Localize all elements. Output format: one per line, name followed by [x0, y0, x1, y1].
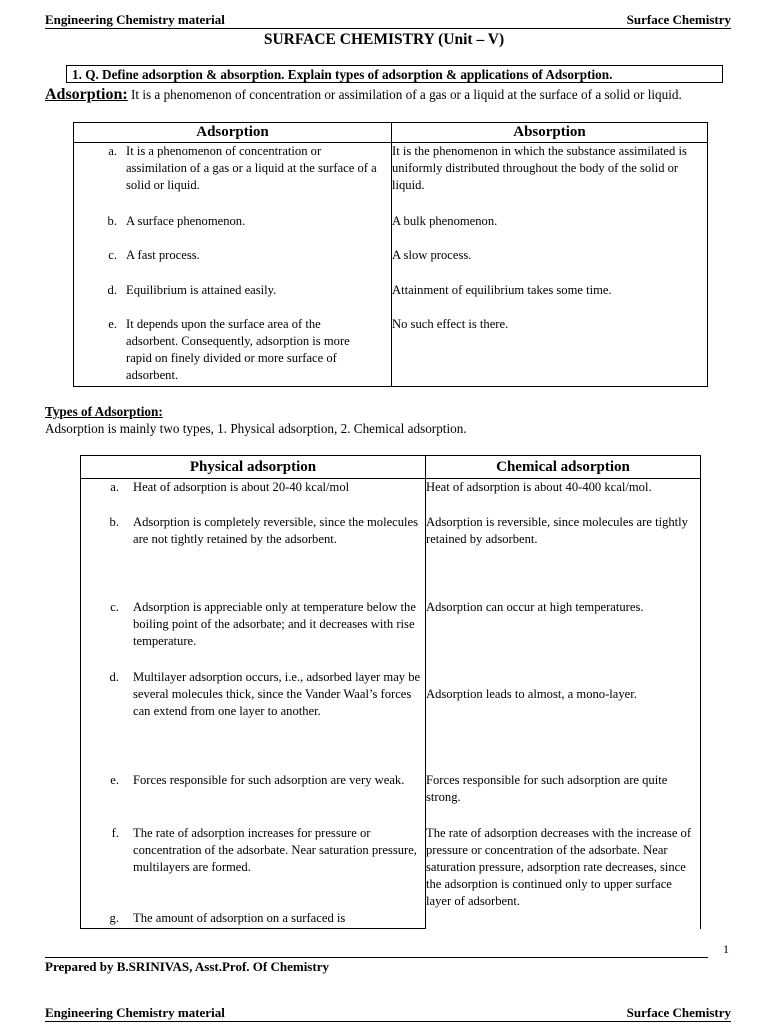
table-row — [74, 143, 708, 213]
header2-left: Engineering Chemistry material — [45, 1005, 225, 1020]
header-left: Engineering Chemistry material — [45, 12, 225, 27]
header-right: Surface Chemistry — [626, 12, 731, 27]
types-text: Adsorption is mainly two types, 1. Physical adsorption, 2. Chemical adsorption. — [45, 421, 467, 436]
header2-right: Surface Chemistry — [626, 1005, 731, 1020]
table2-header-chemical: Chemical adsorption — [426, 456, 701, 479]
cell-text: A fast process. — [126, 247, 200, 262]
table-row — [81, 669, 701, 772]
adsorption-absorption-table — [73, 122, 708, 387]
row-letter: a. — [108, 144, 117, 158]
cell-text: Equilibrium is attained easily. — [126, 282, 277, 297]
header2-rule — [45, 1021, 731, 1022]
row-letter: d. — [107, 282, 117, 297]
cell-text: The rate of adsorption increases for pressure or concentration of the adsorbate. Near saturation pressure, multilayers are formed. — [133, 825, 417, 874]
table-row — [81, 772, 701, 825]
cell-text: Adsorption is completely reversible, since the molecules are not tightly retained by the adsorbent. — [133, 514, 419, 546]
row-letter: a. — [110, 480, 119, 494]
cell-text: The amount of adsorption on a surfaced is — [133, 910, 346, 925]
table-row — [74, 247, 708, 282]
table1-header-absorption: Absorption — [392, 123, 708, 143]
table-row — [74, 282, 708, 316]
row-letter: e. — [108, 316, 117, 331]
table-row — [81, 479, 701, 514]
footer-credit: Prepared by B.SRINIVAS, Asst.Prof. Of Chemistry — [45, 959, 329, 974]
cell-text: It depends upon the surface area of the adsorbent. Consequently, adsorption is more rapid on finely divided or more surface of adsorbent. — [126, 316, 350, 382]
cell-text: It is a phenomenon of concentration or assimilation of a gas or a liquid at the surface of a solid or liquid. — [126, 144, 377, 192]
cell-text: Adsorption leads to almost, a mono-layer. — [426, 669, 701, 772]
cell-text: Forces responsible for such adsorption are very weak. — [133, 772, 405, 787]
row-letter: g. — [109, 910, 119, 925]
cell-text: No such effect is there. — [392, 316, 708, 387]
table-row — [81, 825, 701, 910]
cell-text: A bulk phenomenon. — [392, 213, 708, 247]
cell-text: Adsorption is appreciable only at temperature below the boiling point of the adsorbate; and it decreases with rise temperature. — [133, 599, 416, 648]
row-letter: c. — [108, 247, 117, 262]
page-number: 1 — [723, 942, 729, 956]
table-row — [81, 599, 701, 669]
types-heading: Types of Adsorption: — [45, 404, 163, 419]
row-letter: d. — [109, 669, 119, 684]
table2-header-physical: Physical adsorption — [81, 456, 426, 479]
cell-text: The rate of adsorption decreases with the increase of pressure or concentration of the adsorbate. Near saturation pressure, adsorption rate decreases, since the adsorption is continued only to upper surface layer of adsorbent. — [426, 825, 701, 929]
table-row — [74, 213, 708, 247]
table-row — [81, 514, 701, 599]
cell-text: A surface phenomenon. — [126, 213, 246, 228]
cell-text: Attainment of equilibrium takes some time. — [392, 282, 708, 316]
table-row — [74, 316, 708, 387]
cell-text: Adsorption can occur at high temperatures. — [426, 599, 701, 669]
cell-text: Heat of adsorption is about 40-400 kcal/mol. — [426, 479, 701, 514]
cell-text: Adsorption is reversible, since molecules are tightly retained by adsorbent. — [426, 514, 701, 599]
definition — [45, 87, 735, 103]
row-letter: e. — [110, 772, 119, 787]
row-letter: c. — [110, 599, 119, 614]
header-rule — [45, 28, 731, 29]
page-title: SURFACE CHEMISTRY (Unit – V) — [263, 31, 505, 48]
cell-text: A slow process. — [392, 247, 708, 282]
question-box: 1. Q. Define adsorption & absorption. Explain types of adsorption & applications of Adsorption. — [66, 65, 723, 83]
definition-text: It is a phenomenon of concentration or assimilation of a gas or a liquid at the surface of a solid or liquid. — [130, 87, 682, 102]
row-letter: f. — [111, 825, 119, 840]
cell-text: Heat of adsorption is about 20-40 kcal/mol — [133, 480, 350, 494]
cell-text: Forces responsible for such adsorption are quite strong. — [426, 772, 701, 825]
footer-rule — [45, 957, 708, 958]
cell-text: It is the phenomenon in which the substance assimilated is uniformly distributed throughout the body of the solid or liquid. — [392, 143, 708, 213]
cell-text: Multilayer adsorption occurs, i.e., adsorbed layer may be several molecules thick, since the Vander Waal’s forces can extend from one layer to another. — [133, 669, 421, 718]
definition-term: Adsorption: — [45, 86, 128, 103]
row-letter: b. — [107, 213, 117, 228]
table1-header-adsorption: Adsorption — [74, 123, 392, 143]
row-letter: b. — [109, 514, 119, 529]
physical-chemical-table — [80, 455, 701, 929]
